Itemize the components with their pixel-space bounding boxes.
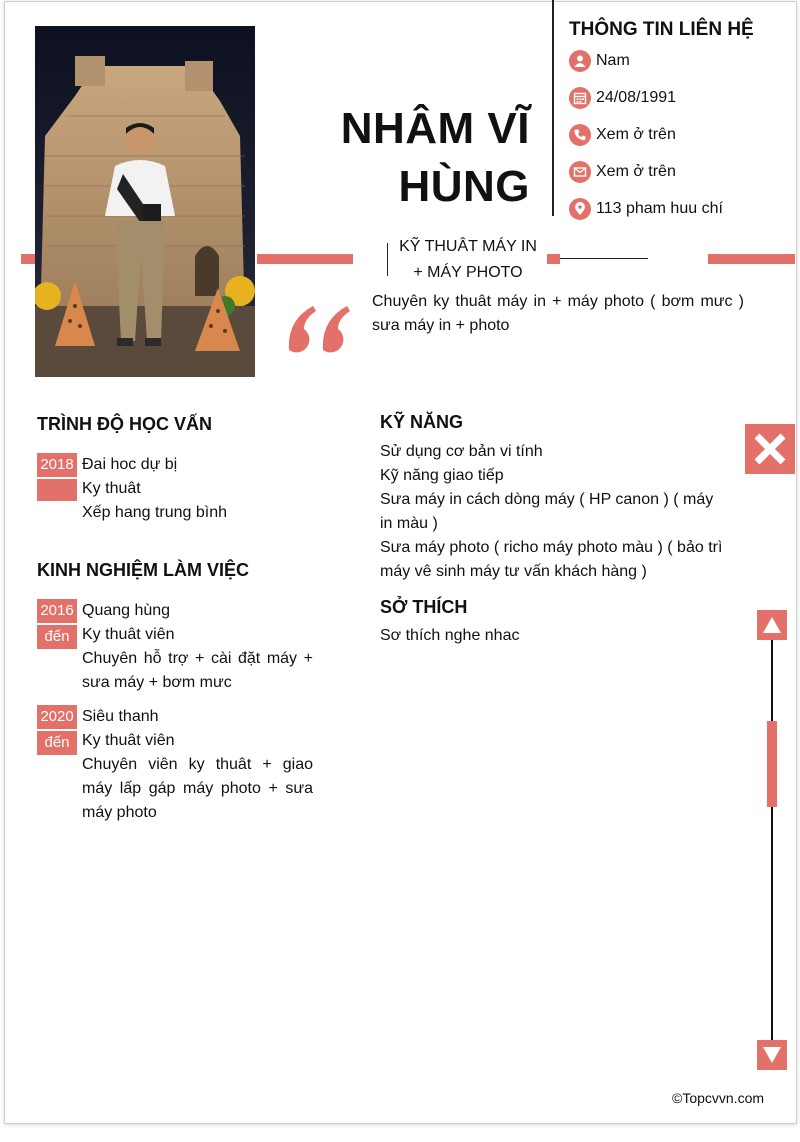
position-title bbox=[392, 234, 544, 286]
experience-detail: Chuyên viên ky thuât + giao máy lấp gáp máy photo + sưa máy photo bbox=[82, 756, 313, 821]
triangle-up-icon bbox=[762, 616, 782, 634]
close-icon bbox=[753, 432, 787, 466]
contact-address-value: 113 pham huu chí bbox=[596, 200, 723, 217]
experience-detail: Chuyên hỗ trợ + cài đặt máy + sưa máy + bơm mưc bbox=[82, 650, 313, 691]
scrollbar-thumb[interactable] bbox=[767, 721, 777, 807]
experience-year-from: 2016 bbox=[37, 599, 77, 625]
name-line-2: HÙNG bbox=[398, 162, 530, 211]
contact-birthday-value: 24/08/1991 bbox=[596, 89, 677, 106]
footer-copyright: ©Topcvvn.com bbox=[672, 1090, 765, 1106]
experience-role: Ky thuât viên bbox=[82, 732, 175, 749]
education-detail: Xếp hang trung bình bbox=[82, 504, 228, 521]
quote-icon bbox=[287, 300, 353, 361]
contact-email bbox=[569, 160, 676, 184]
accent-bar-small bbox=[547, 254, 560, 264]
accent-bar-center bbox=[257, 254, 353, 264]
hobbies-title: SỞ THÍCH bbox=[380, 597, 468, 617]
career-objective: Chuyên ky thuât máy in + máy photo ( bơm mưc ) sưa máy in + photo bbox=[372, 293, 744, 334]
close-button[interactable] bbox=[745, 424, 795, 474]
contact-title: THÔNG TIN LIÊN HỆ bbox=[569, 19, 754, 40]
position-line-1: KỸ THUÂT MÁY IN bbox=[399, 238, 537, 255]
contact-phone-value: Xem ở trên bbox=[596, 126, 676, 143]
experience-year-to: đến bbox=[44, 734, 70, 751]
education-title: TRÌNH ĐỘ HỌC VẤN bbox=[37, 414, 212, 434]
skills-title: KỸ NĂNG bbox=[380, 412, 464, 432]
experience-year-to: đến bbox=[44, 628, 70, 645]
education-entry bbox=[82, 453, 312, 525]
skill-item: Sưa máy in cách dòng máy ( HP canon ) ( máy in màu ) bbox=[380, 491, 714, 532]
accent-bar-left bbox=[21, 254, 35, 264]
contact-gender bbox=[569, 49, 630, 73]
contact-phone bbox=[569, 123, 676, 147]
experience-company: Siêu thanh bbox=[82, 708, 159, 725]
scroll-down-button[interactable] bbox=[757, 1040, 787, 1070]
contact-birthday bbox=[569, 86, 676, 110]
experience-entry bbox=[82, 599, 313, 695]
position-divider bbox=[387, 243, 388, 276]
email-icon bbox=[569, 161, 591, 183]
hobby-item: Sơ thích nghe nhac bbox=[380, 627, 520, 644]
contact-gender-value: Nam bbox=[596, 52, 630, 69]
scrollbar-track[interactable] bbox=[771, 640, 773, 1040]
location-icon bbox=[569, 198, 591, 220]
candidate-name bbox=[290, 100, 530, 216]
accent-bar-right bbox=[708, 254, 795, 264]
thin-divider bbox=[560, 258, 648, 259]
person-icon bbox=[569, 50, 591, 72]
triangle-down-icon bbox=[762, 1046, 782, 1064]
education-year-badge bbox=[37, 453, 77, 501]
experience-title: KINH NGHIỆM LÀM VIỆC bbox=[37, 560, 250, 580]
experience-year-from: 2020 bbox=[37, 705, 77, 731]
calendar-icon bbox=[569, 87, 591, 109]
contact-email-value: Xem ở trên bbox=[596, 163, 676, 180]
skill-item: Sử dụng cơ bản vi tính bbox=[380, 443, 543, 460]
education-year: 2018 bbox=[37, 453, 77, 479]
header-divider bbox=[552, 0, 554, 216]
experience-role: Ky thuât viên bbox=[82, 626, 175, 643]
scroll-up-button[interactable] bbox=[757, 610, 787, 640]
skill-item: Kỹ năng giao tiếp bbox=[380, 467, 504, 484]
education-school: Đai hoc dự bị bbox=[82, 456, 178, 473]
name-line-1: NHÂM VĨ bbox=[340, 104, 530, 153]
experience-company: Quang hùng bbox=[82, 602, 171, 619]
experience-entry bbox=[82, 705, 313, 825]
profile-photo bbox=[35, 26, 255, 377]
contact-address bbox=[569, 197, 723, 221]
phone-icon bbox=[569, 124, 591, 146]
experience-year-badge bbox=[37, 599, 77, 649]
experience-year-badge bbox=[37, 705, 77, 755]
skill-item: Sưa máy photo ( richo máy photo màu ) ( bảo trì máy vê sinh máy tư vấn khách hàng ) bbox=[380, 539, 723, 580]
position-line-2: + MÁY PHOTO bbox=[413, 264, 523, 281]
education-major: Ky thuât bbox=[82, 480, 141, 497]
